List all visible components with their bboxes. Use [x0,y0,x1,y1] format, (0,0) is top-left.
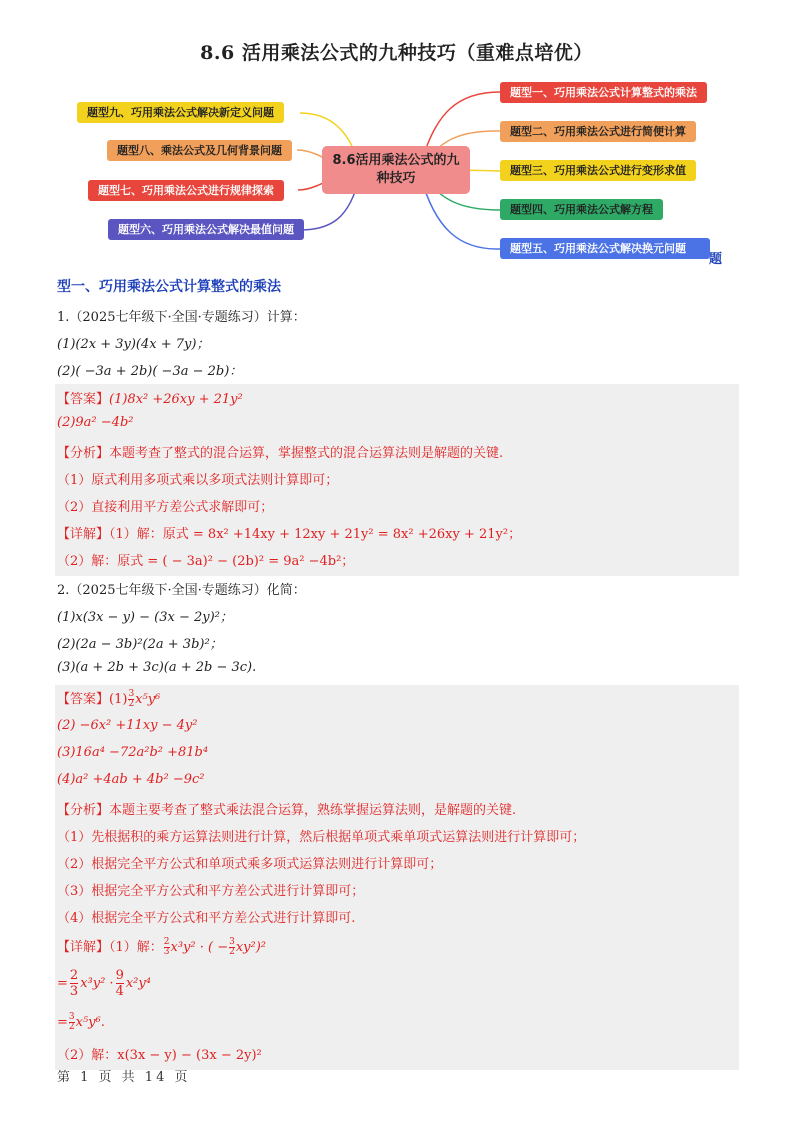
q2-part3: (3)(a + 2b + 3c)(a + 2b − 3c). [57,660,257,675]
mindmap-node-type5: 题型五、巧用乘法公式解决换元问题 [500,238,710,259]
q2-part2: (2)(2a − 3b)²(2a + 3b)²； [57,637,223,652]
mindmap-node-type3: 题型三、巧用乘法公式进行变形求值 [500,160,696,181]
a2-analysis3: （3）根据完全平方公式和平方差公式进行计算即可； [57,884,365,899]
a2-answer2: (2) −6x² +11xy − 4y² [57,718,198,733]
a2-step3-post: x⁵y⁶. [75,1015,105,1030]
q2-part1: (1)x(3x − y) − (3x − 2y)²； [57,610,233,625]
fraction-numerator: 2 [163,937,170,947]
mindmap-node-type4: 题型四、巧用乘法公式解方程 [500,199,663,220]
a2-step3 [57,1013,105,1032]
fraction-numerator: 3 [229,937,235,947]
a2-step2-post: x²y⁴ [125,976,151,991]
fraction-9-4 [116,968,124,999]
fraction-2-3 [70,968,78,999]
fraction-3-2 [229,938,235,957]
page-footer: 第 1 页 共 14 页 [57,1070,191,1085]
a1-analysis: 【分析】本题考查了整式的混合运算，掌握整式的混合运算法则是解题的关键. [57,446,504,461]
mindmap-node-type2: 题型二、巧用乘法公式进行简便计算 [500,121,696,142]
a2-step2-mid: x³y² · [80,976,114,991]
mindmap-center-line2: 种技巧 [376,171,416,186]
a2-analysis2: （2）根据完全平方公式和单项式乘多项式运算法则进行计算即可； [57,857,443,872]
mindmap-center [322,146,470,194]
answer2-block [55,685,739,1070]
fraction-denominator: 3 [163,947,170,957]
a2-detail1-expr: x³y² · ( − [170,940,229,955]
a2-answer1-term: x⁵y⁶ [135,692,161,707]
fraction-denominator: 3 [69,984,79,999]
a1-analysis1: （1）原式利用多项式乘以多项式法则计算即可； [57,473,339,488]
a2-detail1 [57,936,266,957]
q1-part1: (1)(2x + 3y)(4x + 7y)； [57,337,210,352]
a1-answer2: (2)9a² −4b² [57,415,134,430]
a1-answer1: (1)8x² +26xy + 21y² [109,392,243,407]
a2-detail2: （2）解：x(3x − y) − (3x − 2y)² [57,1048,262,1063]
a2-detail1-tail: xy²)² [235,940,267,955]
section-heading: 型一、巧用乘法公式计算整式的乘法 [57,279,281,295]
fraction-3-2 [69,1013,75,1032]
a2-answer-line1 [57,688,160,709]
mindmap-node-type7: 题型七、巧用乘法公式进行规律探索 [88,180,284,201]
a2-answer1-prefix: (1) [109,692,128,707]
fraction-numerator: 3 [128,689,135,699]
a2-answer4: (4)a² +4ab + 4b² −9c² [57,772,205,787]
a2-answer3: (3)16a⁴ −72a²b² +81b⁴ [57,745,209,760]
a2-analysis: 【分析】本题主要考查了整式乘法混合运算，熟练掌握运算法则，是解题的关键. [57,803,517,818]
a2-analysis1: （1）先根据积的乘方运算法则进行计算，然后根据单项式乘单项式运算法则进行计算即可； [57,830,586,845]
a2-answer-tag: 【答案】 [57,692,110,707]
fraction-denominator: 4 [115,984,124,999]
fraction-numerator: 2 [69,968,79,983]
a2-analysis4: （4）根据完全平方公式和平方差公式进行计算即可. [57,911,356,926]
fraction-denominator: 2 [68,1022,75,1032]
mindmap-node-type1: 题型一、巧用乘法公式计算整式的乘法 [500,82,707,103]
fraction-2-3 [164,938,170,957]
a1-detail1: 【详解】（1）解：原式 = 8x² +14xy + 12xy + 21y² = 8x² +26xy + 21y²； [57,527,522,542]
equals-sign: = [57,1015,68,1030]
q1-header: 1.（2025七年级下·全国·专题练习）计算： [57,310,306,325]
equals-sign: = [57,976,68,991]
stray-heading-char: 题 [709,252,723,267]
page-title: 8.6 活用乘法公式的九种技巧（重难点培优） [200,42,593,64]
fraction-numerator: 9 [115,968,124,983]
mindmap-node-type8: 题型八、乘法公式及几何背景问题 [107,140,292,161]
a1-analysis2: （2）直接利用平方差公式求解即可； [57,500,274,515]
q1-part2: (2)( −3a + 2b)( −3a − 2b)： [57,364,243,379]
mindmap-node-type6: 题型六、巧用乘法公式解决最值问题 [108,219,304,240]
mindmap-node-type9: 题型九、巧用乘法公式解决新定义问题 [77,102,284,123]
mindmap-center-line1: 8.6活用乘法公式的九 [332,153,460,168]
a1-answer-tag: 【答案】 [57,392,110,407]
fraction-denominator: 2 [229,947,235,957]
a2-step2 [57,968,151,999]
q2-header: 2.（2025七年级下·全国·专题练习）化简： [57,583,306,598]
fraction-numerator: 3 [68,1012,75,1022]
fraction-denominator: 2 [128,699,135,709]
fraction-3-2 [128,690,134,709]
a1-detail2: （2）解：原式 = ( − 3a)² − (2b)² = 9a² −4b²； [57,554,355,569]
a2-detail-tag: 【详解】（1）解： [57,940,163,955]
a1-answer-line1 [57,388,243,407]
